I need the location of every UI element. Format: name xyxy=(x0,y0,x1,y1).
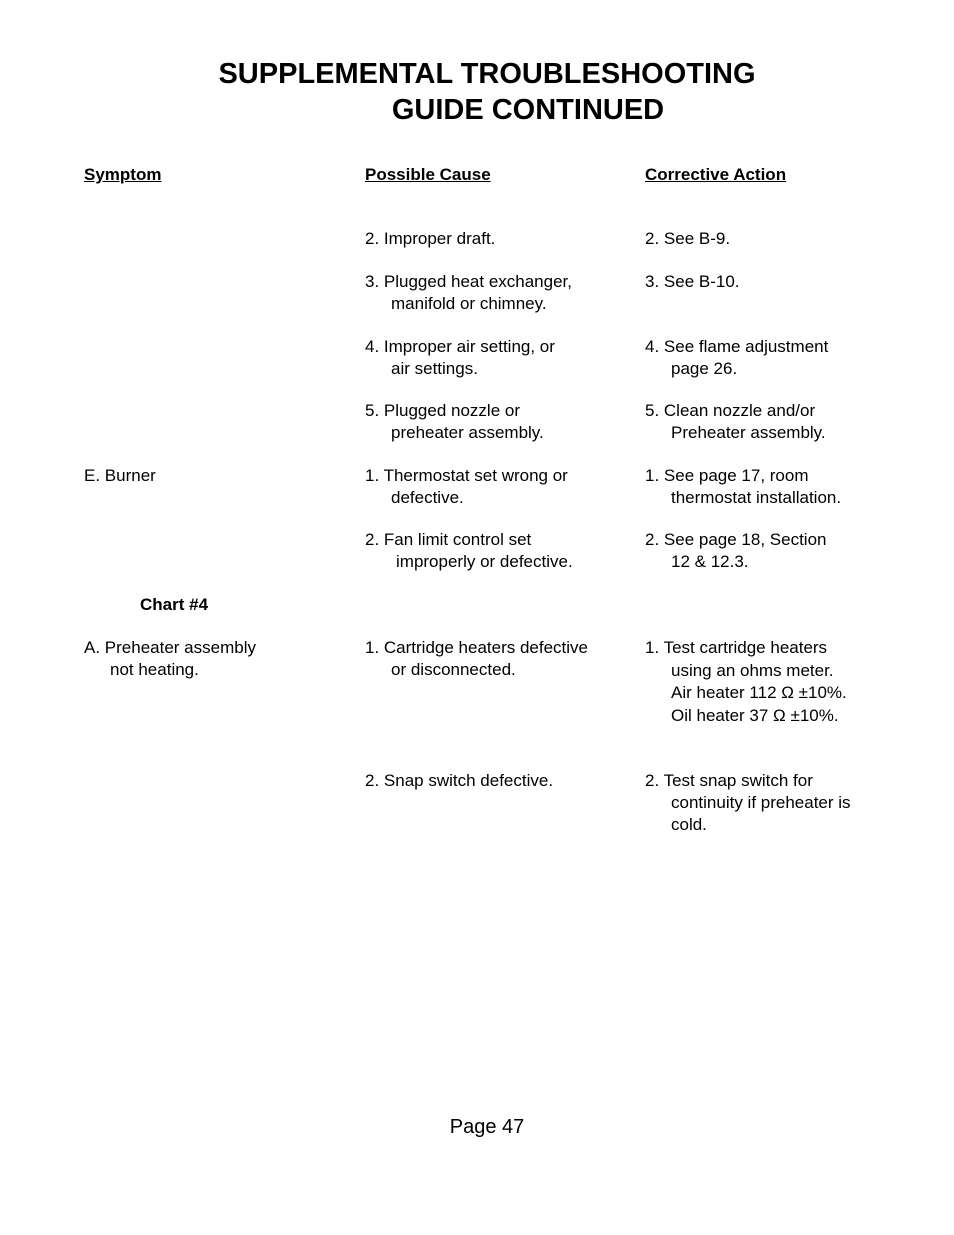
action-cell xyxy=(645,465,841,509)
cause-cell xyxy=(365,529,573,573)
chart-section-label: Chart #4 xyxy=(140,595,209,614)
action-line: cold. xyxy=(671,815,707,834)
action-line: 1. Test cartridge heaters xyxy=(645,638,828,657)
cause-cell xyxy=(365,400,544,444)
cause-line: 2. Improper draft. xyxy=(365,229,496,248)
action-line: 12 & 12.3. xyxy=(671,552,749,571)
symptom-line: not heating. xyxy=(110,660,199,679)
cause-line: preheater assembly. xyxy=(391,423,544,442)
symptom-line: A. Preheater assembly xyxy=(84,638,256,657)
cause-cell xyxy=(365,637,588,681)
header-corrective-action: Corrective Action xyxy=(645,165,787,184)
cause-cell xyxy=(365,770,553,792)
action-line: 1. See page 17, room xyxy=(645,466,809,485)
title-line-2: GUIDE CONTINUED xyxy=(391,94,665,126)
cause-line: 1. Cartridge heaters defective xyxy=(365,638,589,657)
action-line: Air heater 112 Ω ±10%. xyxy=(671,683,847,703)
title-line-1: SUPPLEMENTAL TROUBLESHOOTING xyxy=(218,58,756,90)
action-line: 2. Test snap switch for xyxy=(645,771,813,790)
cause-line: or disconnected. xyxy=(391,660,516,679)
action-line: Oil heater 37 Ω ±10%. xyxy=(671,706,839,726)
cause-line: 1. Thermostat set wrong or xyxy=(365,466,568,485)
action-line: 3. See B-10. xyxy=(645,272,740,291)
cause-line: improperly or defective. xyxy=(396,552,573,571)
cause-line: 4. Improper air setting, or xyxy=(365,337,555,356)
cause-line: 2. Snap switch defective. xyxy=(365,771,554,790)
cause-cell xyxy=(365,228,495,250)
cause-cell xyxy=(365,336,555,380)
action-line: page 26. xyxy=(671,359,738,378)
action-line: 5. Clean nozzle and/or xyxy=(645,401,816,420)
action-line: 2. See B-9. xyxy=(645,229,731,248)
cause-cell xyxy=(365,465,568,509)
cause-line: manifold or chimney. xyxy=(391,294,547,313)
cause-cell xyxy=(365,271,572,315)
action-line: 2. See page 18, Section xyxy=(645,530,827,549)
action-cell xyxy=(645,271,740,293)
action-cell xyxy=(645,529,826,573)
cause-line: 3. Plugged heat exchanger, xyxy=(365,272,572,291)
symptom-line: E. Burner xyxy=(84,466,156,485)
symptom-cell xyxy=(84,465,156,487)
cause-line: defective. xyxy=(391,488,464,507)
action-cell xyxy=(645,336,828,380)
cause-line: 2. Fan limit control set xyxy=(365,530,532,549)
action-cell xyxy=(645,637,847,728)
action-line: 4. See flame adjustment xyxy=(645,337,829,356)
action-cell xyxy=(645,228,730,250)
action-cell xyxy=(645,770,851,836)
cause-line: air settings. xyxy=(391,359,478,378)
page-number: Page 47 xyxy=(449,1116,525,1138)
action-line: using an ohms meter. xyxy=(671,660,834,680)
header-possible-cause: Possible Cause xyxy=(365,165,491,184)
symptom-cell xyxy=(84,637,256,681)
action-cell xyxy=(645,400,826,444)
action-line: thermostat installation. xyxy=(671,488,842,507)
action-line: continuity if preheater is xyxy=(671,793,851,812)
action-line: Preheater assembly. xyxy=(671,423,826,442)
cause-line: 5. Plugged nozzle or xyxy=(365,401,520,420)
header-symptom: Symptom xyxy=(84,165,162,184)
